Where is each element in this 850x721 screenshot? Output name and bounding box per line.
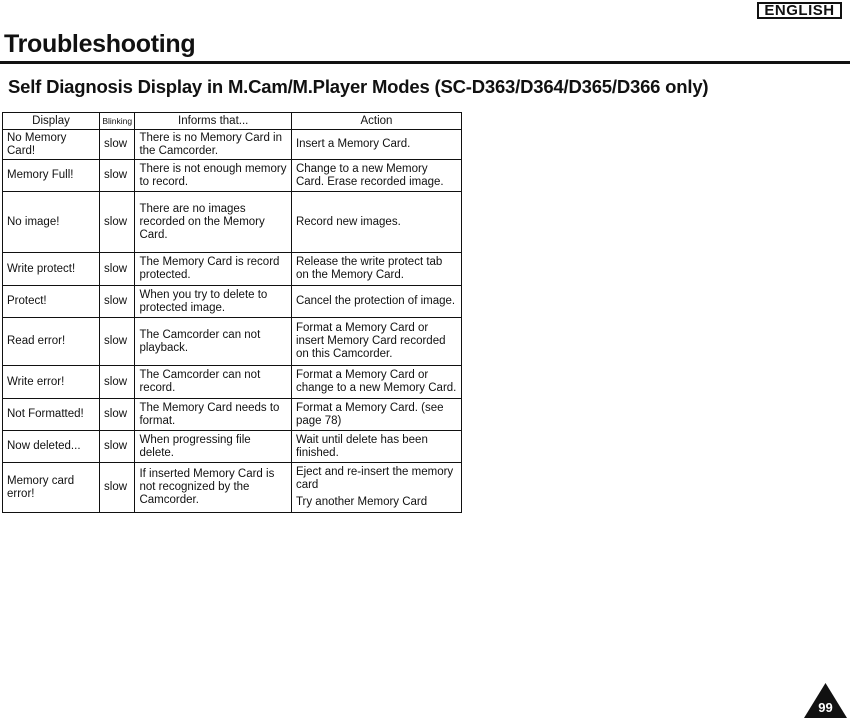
display-cell: Memory Full! — [3, 160, 100, 192]
table-row — [3, 130, 462, 160]
table-row — [3, 431, 462, 463]
display-cell: Protect! — [3, 286, 100, 318]
table-row — [3, 286, 462, 318]
informs-cell: The Camcorder can not playback. — [135, 318, 291, 366]
column-header-blinking: Blinking — [100, 113, 135, 130]
blinking-cell: slow — [100, 286, 135, 318]
display-cell: Now deleted... — [3, 431, 100, 463]
blinking-cell: slow — [100, 463, 135, 513]
action-cell: Insert a Memory Card. — [291, 130, 461, 160]
action-cell: Cancel the protection of image. — [291, 286, 461, 318]
action-cell: Record new images. — [291, 192, 461, 253]
action-cell: Release the write protect tab on the Memory Card. — [291, 253, 461, 286]
informs-cell: When progressing file delete. — [135, 431, 291, 463]
informs-cell: There are no images recorded on the Memory Card. — [135, 192, 291, 253]
display-cell: No Memory Card! — [3, 130, 100, 160]
informs-cell: There is no Memory Card in the Camcorder. — [135, 130, 291, 160]
blinking-cell: slow — [100, 160, 135, 192]
action-line: Eject and re-insert the memory card — [295, 466, 454, 491]
action-cell — [291, 463, 461, 513]
section-heading: Self Diagnosis Display in M.Cam/M.Player Modes (SC-D363/D364/D365/D366 only) — [8, 76, 709, 97]
blinking-cell: slow — [100, 318, 135, 366]
table-row — [3, 366, 462, 399]
blinking-cell: slow — [100, 431, 135, 463]
display-cell: Read error! — [3, 318, 100, 366]
table-row — [3, 192, 462, 253]
blinking-cell: slow — [100, 192, 135, 253]
self-diagnosis-table — [2, 112, 462, 513]
display-cell: No image! — [3, 192, 100, 253]
column-header-informs: Informs that... — [135, 113, 291, 130]
blinking-cell: slow — [100, 366, 135, 399]
language-badge: ENGLISH — [757, 2, 842, 19]
blinking-cell: slow — [100, 253, 135, 286]
display-cell: Memory card error! — [3, 463, 100, 513]
table-row — [3, 318, 462, 366]
table-row — [3, 399, 462, 431]
informs-cell: The Camcorder can not record. — [135, 366, 291, 399]
title-divider — [0, 61, 850, 64]
table-row — [3, 463, 462, 513]
column-header-display: Display — [3, 113, 100, 130]
table-header-row — [3, 113, 462, 130]
action-cell: Format a Memory Card or insert Memory Card recorded on this Camcorder. — [291, 318, 461, 366]
table-row — [3, 160, 462, 192]
informs-cell: The Memory Card is record protected. — [135, 253, 291, 286]
blinking-cell: slow — [100, 399, 135, 431]
informs-cell: There is not enough memory to record. — [135, 160, 291, 192]
display-cell: Write protect! — [3, 253, 100, 286]
blinking-cell: slow — [100, 130, 135, 160]
column-header-action: Action — [291, 113, 461, 130]
action-cell: Change to a new Memory Card. Erase recorded image. — [291, 160, 461, 192]
table-row — [3, 253, 462, 286]
informs-cell: When you try to delete to protected image. — [135, 286, 291, 318]
informs-cell: The Memory Card needs to format. — [135, 399, 291, 431]
action-cell: Wait until delete has been finished. — [291, 431, 461, 463]
action-cell: Format a Memory Card. (see page 78) — [291, 399, 461, 431]
display-cell: Write error! — [3, 366, 100, 399]
action-cell: Format a Memory Card or change to a new Memory Card. — [291, 366, 461, 399]
page-number: 99 — [818, 700, 833, 715]
action-line: Try another Memory Card — [295, 496, 428, 508]
page-title: Troubleshooting — [4, 30, 196, 58]
informs-cell: If inserted Memory Card is not recognized by the Camcorder. — [135, 463, 291, 513]
display-cell: Not Formatted! — [3, 399, 100, 431]
